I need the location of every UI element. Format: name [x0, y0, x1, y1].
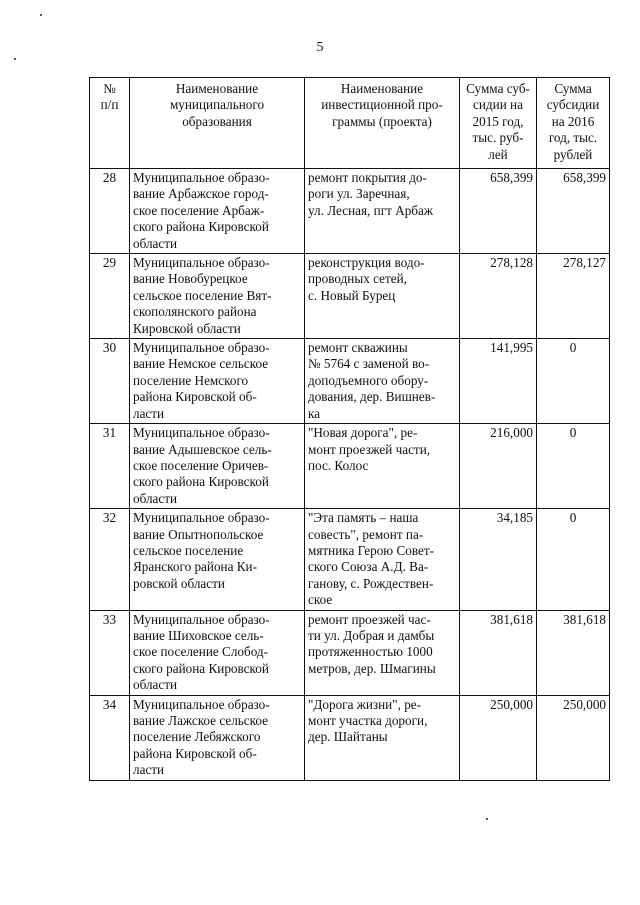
table-row: [90, 169, 610, 254]
subsidy-2016-cell: 658,399: [537, 169, 610, 254]
subsidy-2016-cell: 0: [537, 509, 610, 610]
subsidy-2015-cell: 658,399: [460, 169, 537, 254]
program-cell: ремонт покрытия до- роги ул. Заречная, ул. Лесная, пгт Арбаж: [305, 169, 460, 254]
program-cell: "Дорога жизни", ре- монт участка дороги, дер. Шайтаны: [305, 695, 460, 780]
municipality-cell: Муниципальное образо- вание Опытнопольское сельское поселение Яранского района Ки- ровской области: [130, 509, 305, 610]
subsidy-table: [89, 77, 610, 781]
subsidy-2015-cell: 278,128: [460, 254, 537, 339]
program-cell: "Новая дорога", ре- монт проезжей части, пос. Колос: [305, 424, 460, 509]
table-row: [90, 339, 610, 424]
row-number: 30: [90, 339, 130, 424]
municipality-cell: Муниципальное образо- вание Немское сельское поселение Немского района Кировской об- ласти: [130, 339, 305, 424]
row-number: 33: [90, 610, 130, 695]
subsidy-2016-cell: 250,000: [537, 695, 610, 780]
header-subsidy-2016: Сумма субсидии на 2016 год, тыс. рублей: [537, 78, 610, 169]
program-cell: реконструкция водо- проводных сетей, с. Новый Бурец: [305, 254, 460, 339]
program-cell: ремонт проезжей час- ти ул. Добрая и дамбы протяженностью 1000 метров, дер. Шмагины: [305, 610, 460, 695]
scan-speck: [40, 14, 42, 16]
row-number: 34: [90, 695, 130, 780]
table-row: [90, 610, 610, 695]
subsidy-2015-cell: 381,618: [460, 610, 537, 695]
header-subsidy-2015: Сумма суб- сидии на 2015 год, тыс. руб- лей: [460, 78, 537, 169]
program-cell: "Эта память – наша совесть", ремонт па- мятника Герою Совет- ского Союза А.Д. Ва- ганову, с. Рождествен- ское: [305, 509, 460, 610]
row-number: 28: [90, 169, 130, 254]
subsidy-2016-cell: 381,618: [537, 610, 610, 695]
municipality-cell: Муниципальное образо- вание Новобурецкое сельское поселение Вят- скополянского района Кировской области: [130, 254, 305, 339]
page-number: 5: [316, 40, 324, 55]
header-municipality: Наименование муниципального образования: [130, 78, 305, 169]
scan-speck: [14, 58, 16, 60]
table-row: [90, 509, 610, 610]
table-row: [90, 254, 610, 339]
row-number: 31: [90, 424, 130, 509]
table-row: [90, 424, 610, 509]
row-number: 32: [90, 509, 130, 610]
subsidy-2015-cell: 34,185: [460, 509, 537, 610]
table-row: [90, 695, 610, 780]
subsidy-2016-cell: 0: [537, 424, 610, 509]
header-program: Наименование инвестиционной про- граммы (проекта): [305, 78, 460, 169]
subsidy-2015-cell: 250,000: [460, 695, 537, 780]
municipality-cell: Муниципальное образо- вание Арбажское город- ское поселение Арбаж- ского района Кировской области: [130, 169, 305, 254]
table-header-row: [90, 78, 610, 169]
header-number: № п/п: [90, 78, 130, 169]
row-number: 29: [90, 254, 130, 339]
subsidy-2016-cell: 0: [537, 339, 610, 424]
subsidy-2015-cell: 216,000: [460, 424, 537, 509]
municipality-cell: Муниципальное образо- вание Лажское сельское поселение Лебяжского района Кировской об- ласти: [130, 695, 305, 780]
municipality-cell: Муниципальное образо- вание Адышевское сель- ское поселение Оричев- ского района Кировской области: [130, 424, 305, 509]
program-cell: ремонт скважины № 5764 с заменой во- доподъемного обору- дования, дер. Вишнев- ка: [305, 339, 460, 424]
subsidy-2016-cell: 278,127: [537, 254, 610, 339]
scan-speck: [486, 818, 488, 820]
municipality-cell: Муниципальное образо- вание Шиховское сель- ское поселение Слобод- ского района Кировской области: [130, 610, 305, 695]
subsidy-2015-cell: 141,995: [460, 339, 537, 424]
